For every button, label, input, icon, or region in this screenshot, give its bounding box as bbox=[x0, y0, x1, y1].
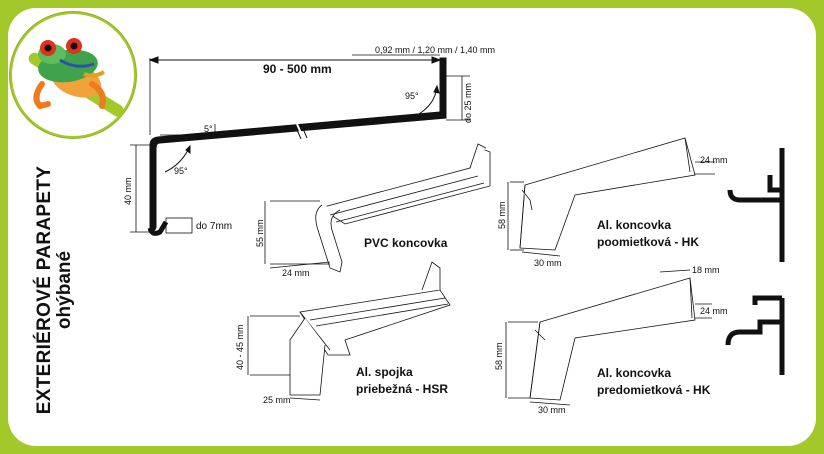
hk-profile-1 bbox=[730, 148, 782, 262]
predomietkova-height: 58 mm bbox=[494, 342, 504, 370]
angle-front-label: 95° bbox=[174, 166, 188, 176]
height-front-label: 40 mm bbox=[123, 177, 133, 205]
drip-label: do 7mm bbox=[196, 221, 233, 232]
spojka-height: 40 - 45 mm bbox=[235, 324, 245, 370]
angle-top-label: 95° bbox=[405, 91, 419, 101]
poomietkova-label-2: poomietková - HK bbox=[597, 235, 700, 249]
hk-profile-2 bbox=[728, 298, 782, 375]
predomietkova-depth: 30 mm bbox=[538, 405, 566, 415]
pvc-depth: 24 mm bbox=[282, 268, 310, 278]
angle-slope-label: 5° bbox=[204, 124, 213, 134]
spojka-label-2: priebežná - HSR bbox=[356, 382, 449, 396]
width-label: 90 - 500 mm bbox=[263, 62, 332, 76]
thickness-label: 0,92 mm / 1,20 mm / 1,40 mm bbox=[375, 45, 496, 55]
poomietkova-label-1: Al. koncovka bbox=[597, 218, 672, 232]
spojka-depth: 25 mm bbox=[263, 395, 291, 405]
poomietkova-depth: 30 mm bbox=[534, 258, 562, 268]
sidebar-title: EXTERIÉROVÉ PARAPETY bbox=[34, 165, 55, 415]
predomietkova-flange: 24 mm bbox=[700, 306, 728, 316]
poomietkova-flange: 24 mm bbox=[700, 155, 728, 165]
poomietkova-height: 58 mm bbox=[497, 201, 507, 229]
pvc-endcap-drawing bbox=[265, 144, 490, 272]
pvc-height: 55 mm bbox=[255, 219, 265, 247]
predomietkova-label-1: Al. koncovka bbox=[597, 366, 672, 380]
predomietkova-flange-top: 18 mm bbox=[692, 265, 720, 275]
height-back-label: do 25 mm bbox=[463, 82, 473, 123]
al-spojka-drawing bbox=[248, 262, 450, 400]
sidebar-subtitle: ohýbané bbox=[54, 250, 75, 330]
spojka-label-1: Al. spojka bbox=[356, 365, 413, 379]
predomietkova-label-2: predomietková - HK bbox=[597, 383, 711, 397]
pvc-label: PVC koncovka bbox=[364, 236, 448, 250]
